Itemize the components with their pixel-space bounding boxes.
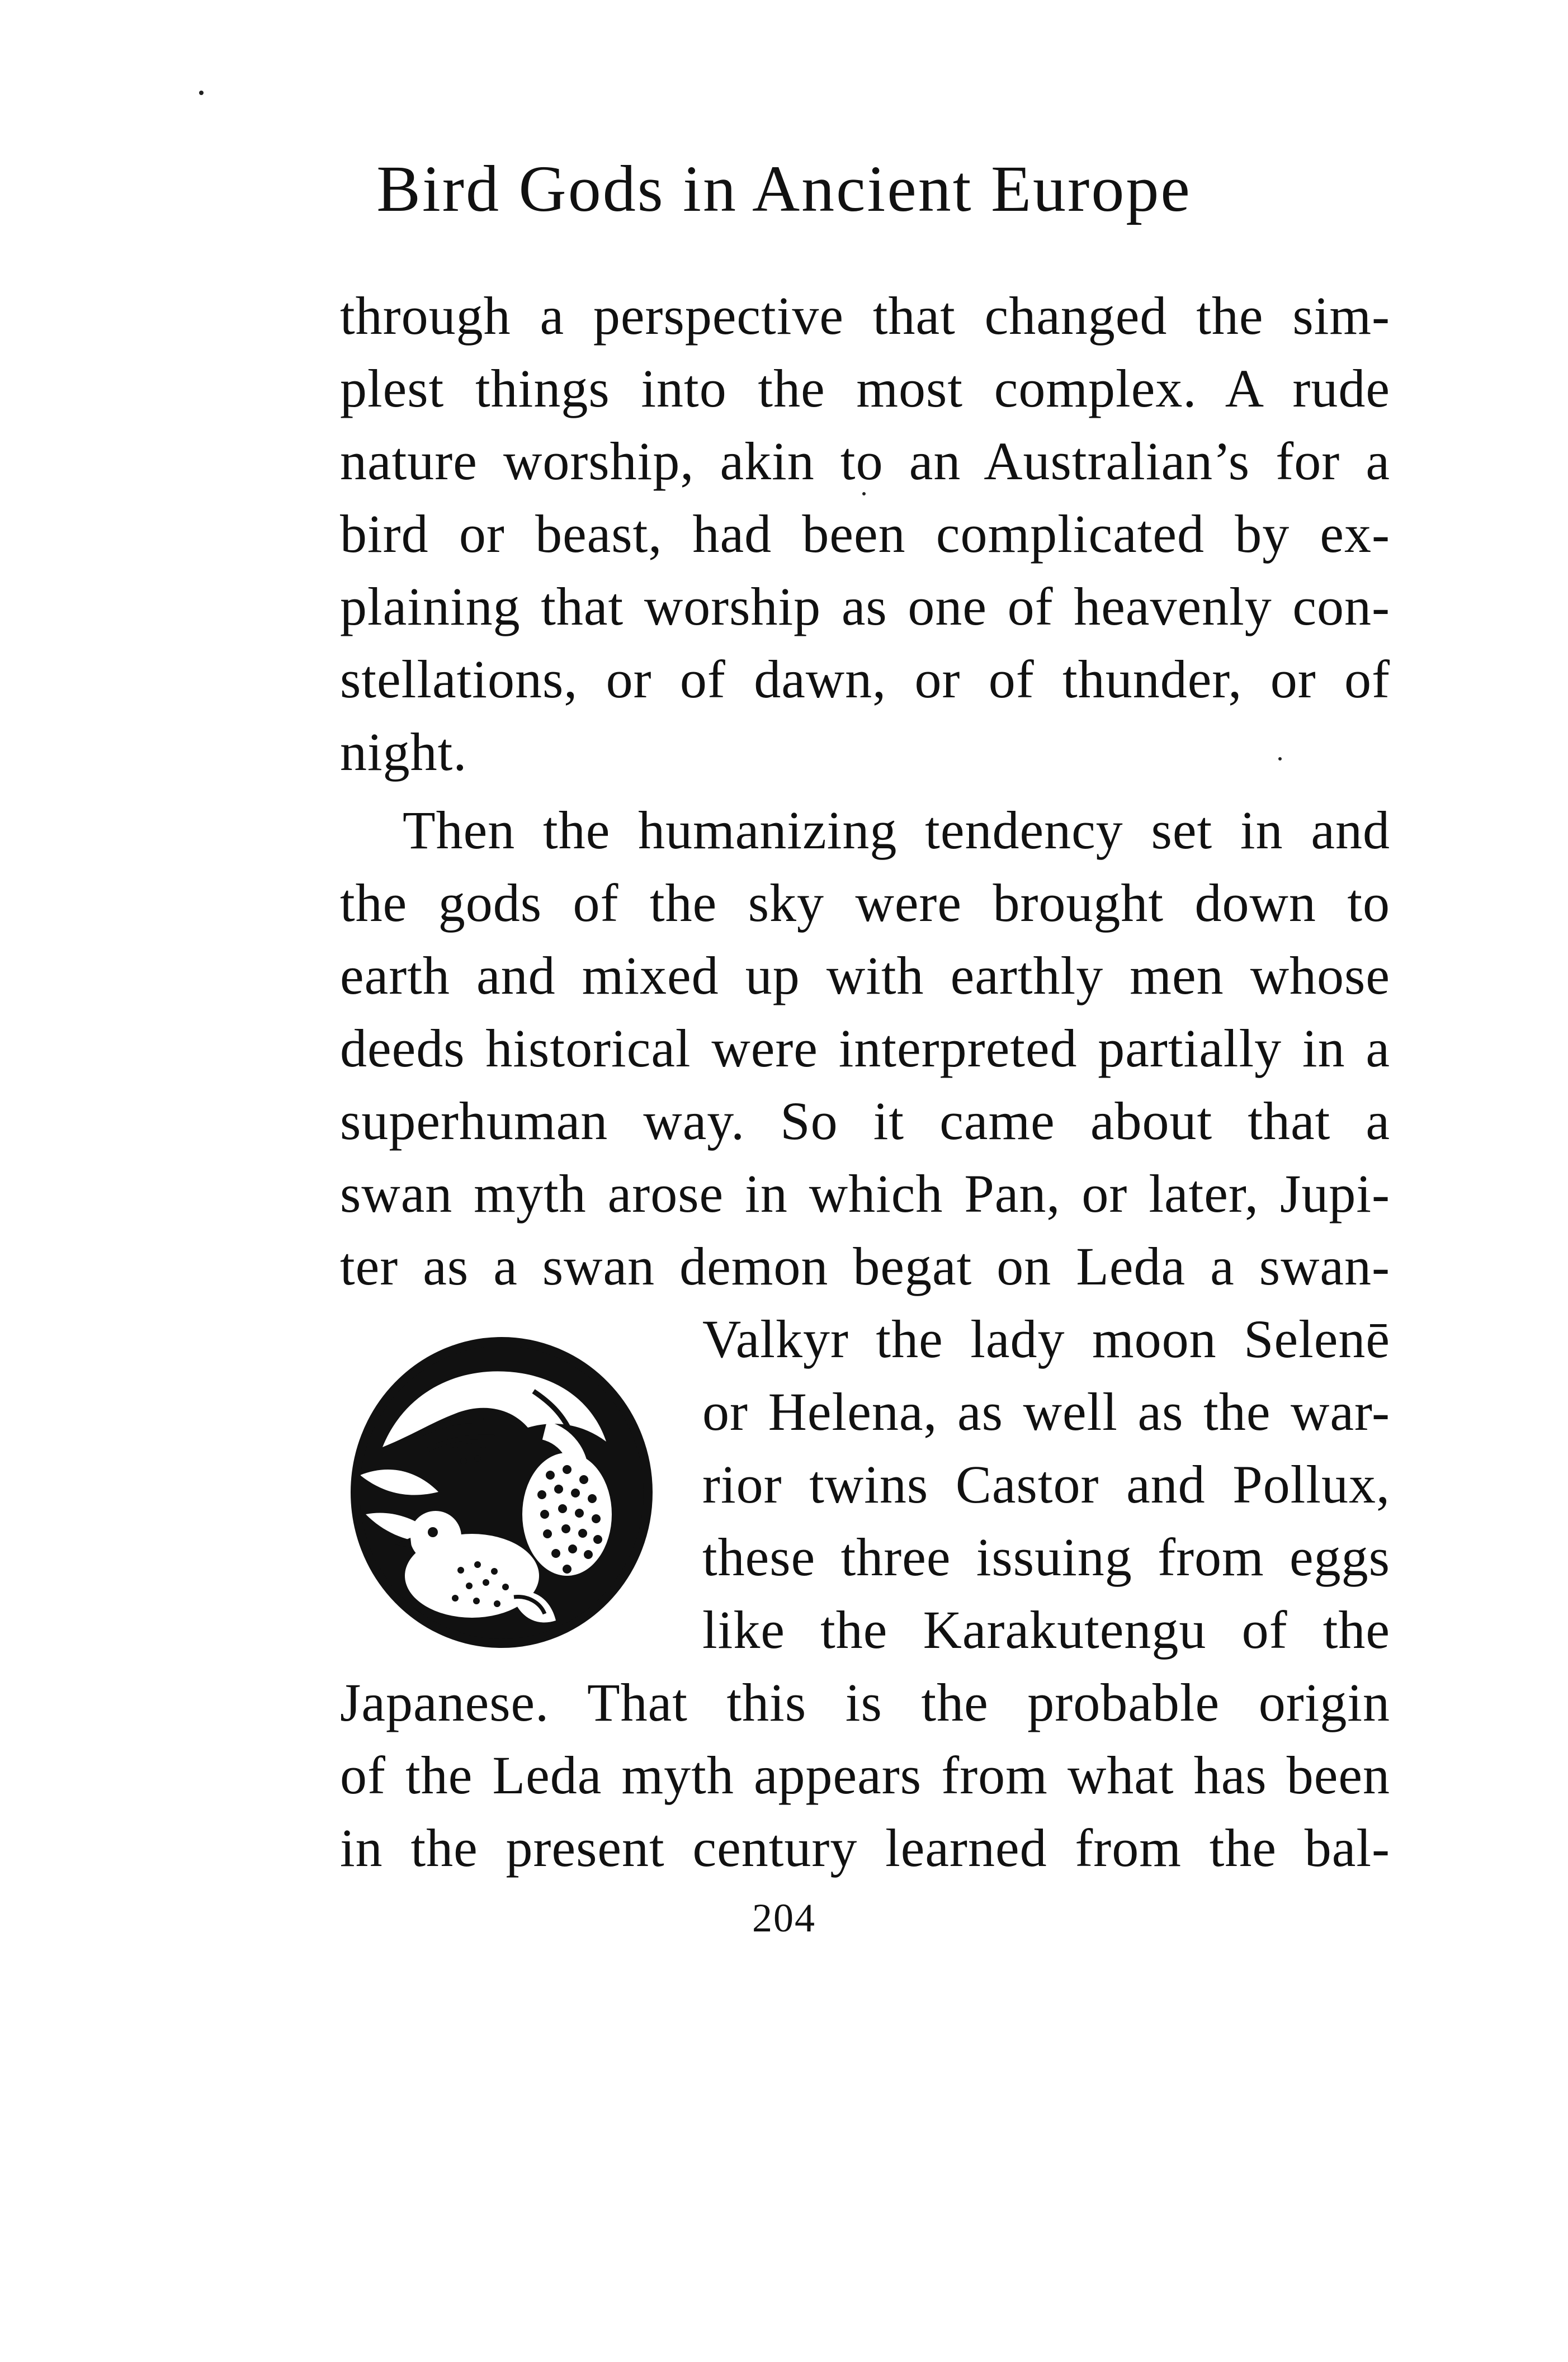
text-line: plaining that worship as one of heavenly con-: [340, 577, 1390, 636]
text-line: swan myth arose in which Pan, or later, Jupi-: [340, 1164, 1390, 1223]
print-speck: [862, 492, 866, 495]
text-line: the gods of the sky were brought down to: [340, 873, 1390, 933]
print-speck: [1278, 757, 1282, 760]
text-line: of the Leda myth appears from what has been: [340, 1745, 1390, 1805]
print-speck: [199, 91, 204, 95]
text-line: night.: [340, 722, 467, 782]
text-line-beside-figure: these three issuing from eggs: [702, 1527, 1390, 1587]
running-head: Bird Gods in Ancient Europe: [376, 152, 1192, 225]
text-line: earth and mixed up with earthly men whose: [340, 946, 1390, 1005]
text-line: through a perspective that changed the sim-: [340, 286, 1390, 346]
paragraph-first-line: Then the humanizing tendency set in and: [403, 800, 1390, 860]
page-number: 204: [752, 1896, 816, 1940]
text-line: ter as a swan demon begat on Leda a swan-: [340, 1236, 1390, 1296]
text-line-beside-figure: or Helena, as well as the war-: [702, 1382, 1390, 1442]
swan-egg-vignette-illustration: [343, 1330, 660, 1655]
text-line-beside-figure: Valkyr the lady moon Selenē: [702, 1309, 1390, 1369]
text-line: stellations, or of dawn, or of thunder, or of: [340, 649, 1390, 709]
text-line: superhuman way. So it came about that a: [340, 1091, 1390, 1151]
text-line: deeds historical were interpreted partially in a: [340, 1018, 1390, 1078]
text-line: Japanese. That this is the probable origin: [340, 1673, 1390, 1732]
text-line-beside-figure: like the Karakutengu of the: [702, 1600, 1390, 1660]
text-line-beside-figure: rior twins Castor and Pollux,: [702, 1454, 1390, 1514]
text-line: bird or beast, had been complicated by ex-: [340, 504, 1390, 564]
text-line: plest things into the most complex. A rude: [340, 358, 1390, 418]
text-line: nature worship, akin to an Australian’s for a: [340, 431, 1390, 491]
text-line: in the present century learned from the bal-: [340, 1818, 1390, 1878]
